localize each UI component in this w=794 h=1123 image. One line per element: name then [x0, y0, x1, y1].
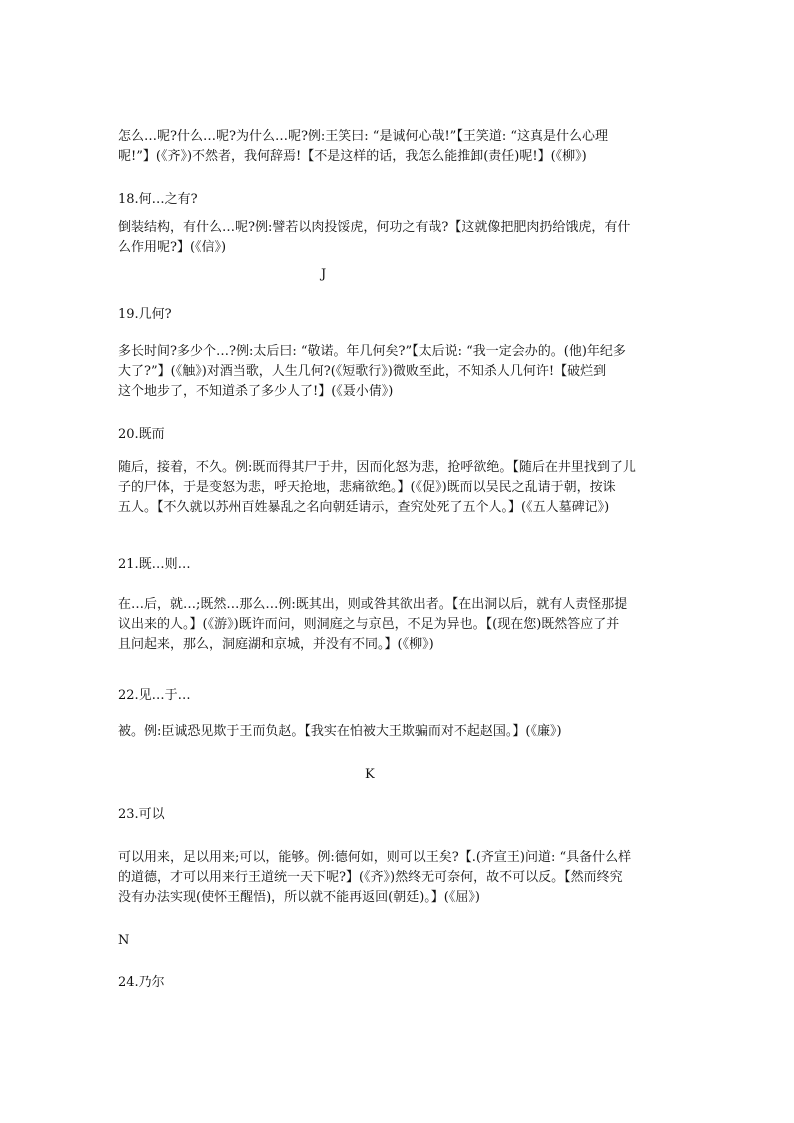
paragraph — [118, 848, 678, 908]
entry-heading-text: 21.既…则… — [118, 557, 191, 572]
entry-heading — [118, 686, 678, 706]
entry-heading — [118, 805, 678, 825]
paragraph — [118, 342, 678, 402]
entry-heading — [118, 305, 678, 325]
text-line: 议出来的人。】(《游》)既许而问，则洞庭之与京邑，不足为异也。【(现在您)既然答应了并 — [118, 617, 620, 632]
paragraph — [118, 218, 678, 258]
entry-heading-text: 20.既而 — [118, 427, 165, 442]
text-line: 这个地步了，不知道杀了多少人了!】(《聂小倩》) — [118, 384, 394, 399]
entry-heading-text: 19.几何? — [118, 307, 172, 322]
entry-heading-text: 23.可以 — [118, 807, 165, 822]
section-letter: J — [321, 267, 327, 282]
entry-heading — [118, 973, 678, 993]
entry-heading-text: 18.何…之有? — [118, 192, 198, 207]
section-letter: K — [365, 767, 375, 782]
paragraph — [118, 458, 678, 518]
paragraph — [118, 595, 678, 655]
text-line: 且问起来，那么，洞庭湖和京城，并没有不同。】(《柳》) — [118, 637, 434, 652]
text-line: 多长时间?多少个…?例:太后曰: “敬诺。年几何矣?”【太后说: “我一定会办的。(他)年纪多 — [118, 344, 626, 359]
text-line: 被。例:臣诚恐见欺于王而负赵。【我实在怕被大王欺骗而对不起赵国。】(《廉》) — [118, 724, 562, 739]
entry-heading-text: 24.乃尔 — [118, 975, 165, 990]
text-line: 呢!”】(《齐》)不然者，我何辞焉!【不是这样的话，我怎么能推卸(责任)呢!】(《柳》) — [118, 149, 587, 164]
text-line: 可以用来，足以用来;可以，能够。例:德何如，则可以王矣?【.(齐宣王)问道: “具备什么样 — [118, 850, 632, 865]
text-line: 随后，接着，不久。例:既而得其尸于井，因而化怒为悲，抢呼欲绝。【随后在井里找到了儿 — [118, 460, 636, 475]
text-line: 的道德，才可以用来行王道统一天下呢?】(《齐》)然终无可奈何，故不可以反。【然而终究 — [118, 870, 623, 885]
text-line: 么作用呢?】(《信》) — [118, 240, 227, 255]
paragraph — [118, 722, 678, 742]
paragraph — [118, 127, 678, 167]
entry-heading — [118, 190, 678, 210]
text-line: 怎么…呢?什么…呢?为什么…呢?例:王笑曰: “是诚何心哉!”【王笑道: “这真是什么心理 — [118, 129, 608, 144]
text-line: 五人。【不久就以苏州百姓暴乱之名向朝廷请示，查究处死了五个人。】(《五人墓碑记》) — [118, 500, 610, 515]
text-line: 倒装结构，有什么…呢?例:譬若以肉投馁虎，何功之有哉?【这就像把肥肉扔给饿虎，有什 — [118, 220, 631, 235]
entry-heading — [118, 555, 678, 575]
entry-heading — [118, 425, 678, 445]
text-line: 在…后，就…;既然…那么…例:既其出，则或咎其欲出者。【在出洞以后，就有人责怪那提 — [118, 597, 628, 612]
text-line: 大了?”】(《触》)对酒当歌，人生几何?(《短歌行》)微败至此，不知杀人几何许!【破烂到 — [118, 364, 607, 379]
text-line: 没有办法实现(使怀王醒悟)，所以就不能再返回(朝廷)。】(《屈》) — [118, 890, 480, 905]
entry-heading-text: 22.见…于… — [118, 688, 191, 703]
section-letter: N — [118, 933, 130, 948]
text-line: 子的尸体，于是变怒为悲，呼天抢地，悲痛欲绝。】(《促》)既而以吴民之乱请于朝，按诛 — [118, 480, 616, 495]
